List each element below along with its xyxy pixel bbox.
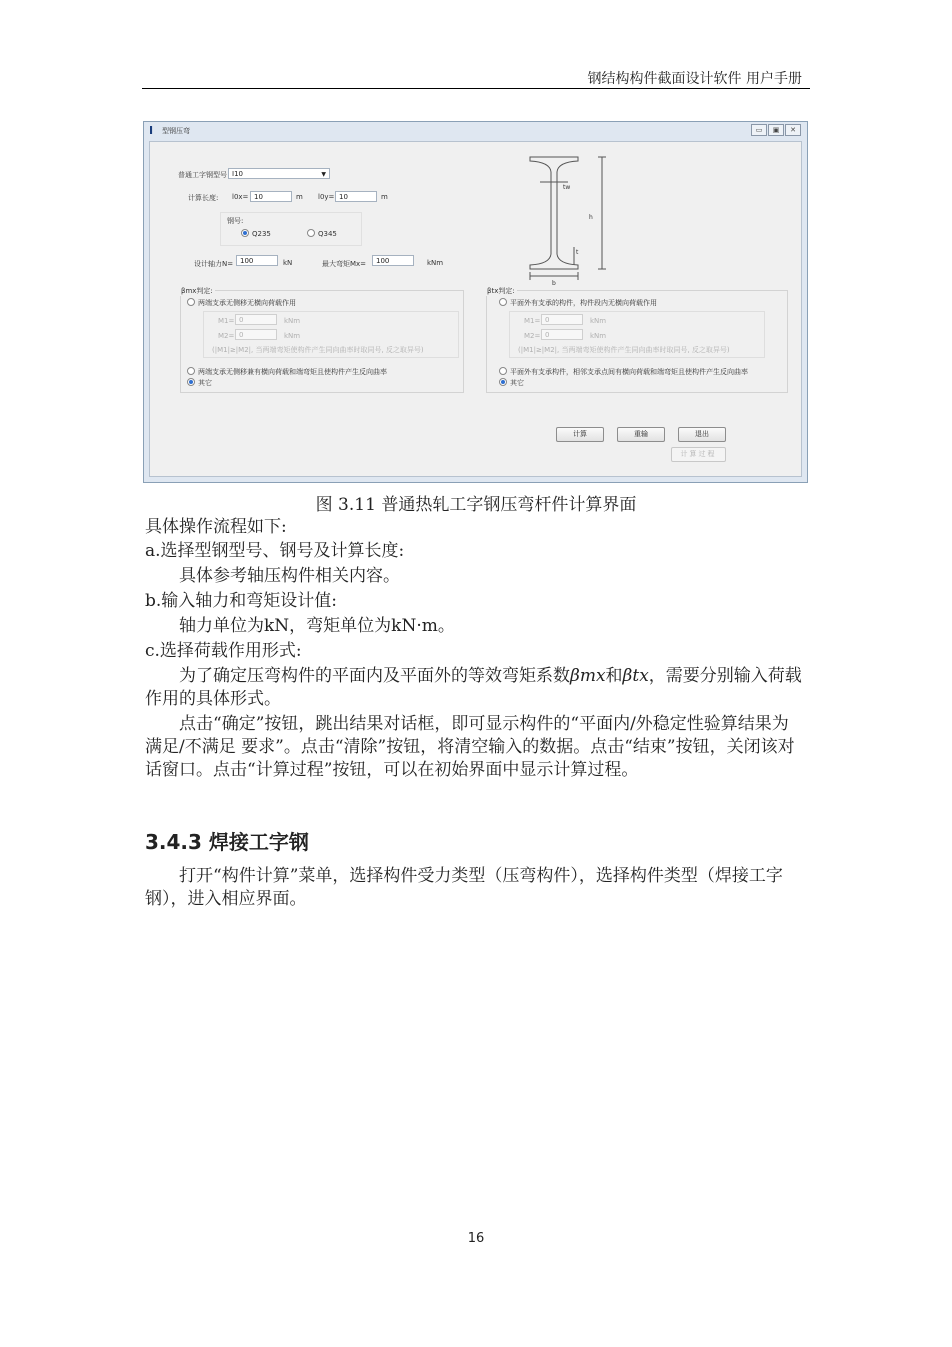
- minimize-button[interactable]: ▭: [751, 124, 767, 136]
- btx-m2-label: M2=: [524, 332, 541, 340]
- axial-label: 设计轴力N=: [194, 260, 234, 268]
- l0x-unit: m: [296, 193, 303, 201]
- moment-label: 最大弯矩Mx=: [322, 260, 367, 268]
- h-label: h: [589, 214, 593, 221]
- tw-label: tw: [563, 184, 571, 191]
- moment-input[interactable]: 100: [372, 255, 414, 266]
- paragraph-intro: 具体操作流程如下:: [145, 517, 287, 537]
- l0y-label: l0y=: [318, 193, 335, 201]
- section-heading: 3.4.3 焊接工字钢: [145, 830, 309, 854]
- bmx-moment-subgroup: [203, 311, 459, 358]
- beta-mx-title: βmx判定:: [181, 287, 213, 295]
- section-type-select[interactable]: I10 ▼: [228, 168, 330, 179]
- t-label: t: [576, 249, 579, 256]
- axial-unit: kN: [283, 259, 293, 267]
- beta-mx-group: [180, 287, 464, 393]
- beta-tx-title: βtx判定:: [487, 287, 515, 295]
- bmx-m2-unit: kNm: [284, 332, 301, 340]
- bmx-m2-input[interactable]: 0: [235, 329, 277, 340]
- page-number: 16: [467, 1231, 485, 1246]
- btx-moment-subgroup: [509, 311, 765, 358]
- i-beam-icon: I: [149, 124, 154, 137]
- steel-label: 钢号:: [227, 217, 244, 225]
- bmx-option-1-radio[interactable]: 两端支承无侧移无横向荷载作用: [187, 298, 296, 308]
- btx-m1-input[interactable]: 0: [541, 314, 583, 325]
- calculate-button[interactable]: 计算: [556, 427, 604, 442]
- length-label: 计算长度:: [188, 194, 219, 202]
- bmx-m1-input[interactable]: 0: [235, 314, 277, 325]
- beta-tx-symbol: βtx: [622, 666, 649, 686]
- l0y-input[interactable]: 10: [335, 191, 377, 202]
- btx-m2-unit: kNm: [590, 332, 607, 340]
- btx-m1-label: M1=: [524, 317, 541, 325]
- exit-button[interactable]: 退出: [678, 427, 726, 442]
- section-paragraph: 打开“构件计算”菜单，选择构件受力类型（压弯构件），选择构件类型（焊接工字钢），进入相应界面。: [145, 866, 783, 909]
- bmx-option-3-radio[interactable]: 其它: [187, 378, 212, 388]
- maximize-button[interactable]: ▣: [768, 124, 784, 136]
- btx-option-2-radio[interactable]: 平面外有支承构件，相邻支承点间有横向荷载和端弯矩且使构件产生反向曲率: [499, 367, 748, 377]
- step-b-heading: b.输入轴力和弯矩设计值:: [145, 591, 338, 611]
- step-c-heading: c.选择荷载作用形式:: [145, 641, 302, 661]
- btx-option-3-radio[interactable]: 其它: [499, 378, 524, 388]
- close-button[interactable]: ✕: [785, 124, 801, 136]
- step-b-text: 轴力单位为kN，弯矩单位为kN·m。: [179, 616, 455, 636]
- axial-input[interactable]: 100: [236, 255, 278, 266]
- l0x-label: l0x=: [232, 193, 249, 201]
- header-rule: [142, 88, 810, 89]
- btx-m1-unit: kNm: [590, 317, 607, 325]
- bmx-m1-unit: kNm: [284, 317, 301, 325]
- btx-option-1-radio[interactable]: 平面外有支承的构件，构件段内无横向荷载作用: [499, 298, 657, 308]
- bmx-m2-label: M2=: [218, 332, 235, 340]
- steel-grade-group: [220, 212, 362, 246]
- btx-m2-input[interactable]: 0: [541, 329, 583, 340]
- figure-caption: 图 3.11 普通热轧工字钢压弯杆件计算界面: [315, 495, 637, 515]
- step-c-text: 为了确定压弯构件的平面内及平面外的等效弯矩系数βmx和βtx，需要分别输入荷载作用的具体形式。: [145, 666, 802, 709]
- calculation-process-button[interactable]: 计算过程: [671, 447, 726, 462]
- dialog-client: [149, 141, 802, 477]
- title-bar[interactable]: [144, 122, 807, 139]
- running-header: 钢结构构件截面设计软件 用户手册: [587, 71, 802, 87]
- bmx-m1-label: M1=: [218, 317, 235, 325]
- beta-tx-group: [486, 287, 788, 393]
- steel-q235-radio[interactable]: Q235: [241, 229, 271, 238]
- bmx-option-2-radio[interactable]: 两端支承无侧移兼有横向荷载和端弯矩且使构件产生反向曲率: [187, 367, 387, 377]
- step-a-heading: a.选择型钢型号、钢号及计算长度:: [145, 541, 405, 561]
- window-title: 型钢压弯: [162, 127, 190, 135]
- step-a-text: 具体参考轴压构件相关内容。: [179, 566, 400, 586]
- moment-unit: kNm: [427, 259, 444, 267]
- l0x-input[interactable]: 10: [250, 191, 292, 202]
- l0y-unit: m: [381, 193, 388, 201]
- reset-button[interactable]: 重输: [617, 427, 665, 442]
- b-label: b: [552, 280, 556, 287]
- steel-q345-radio[interactable]: Q345: [307, 229, 337, 238]
- bmx-hint: (|M1|≥|M2|, 当两端弯矩使构件产生同向曲率时取同号, 反之取异号): [212, 346, 424, 354]
- btx-hint: (|M1|≥|M2|, 当两端弯矩使构件产生同向曲率时取同号, 反之取异号): [518, 346, 730, 354]
- chevron-down-icon: ▼: [321, 171, 326, 178]
- buttons-explanation: 点击“确定”按钮，跳出结果对话框，即可显示构件的“平面内/外稳定性验算结果为 满足/不满足 要求”。点击“清除”按钮，将清空输入的数据。点击“结束”按钮，关闭该对话窗口。点击“计算过程”按钮，可以在初始界面中显示计算过程。: [145, 714, 795, 780]
- dialog-window: [143, 121, 808, 483]
- i-beam-section-diagram: [522, 152, 617, 287]
- beta-mx-symbol: βmx: [570, 666, 606, 686]
- section-type-label: 普通工字钢型号: [178, 171, 227, 179]
